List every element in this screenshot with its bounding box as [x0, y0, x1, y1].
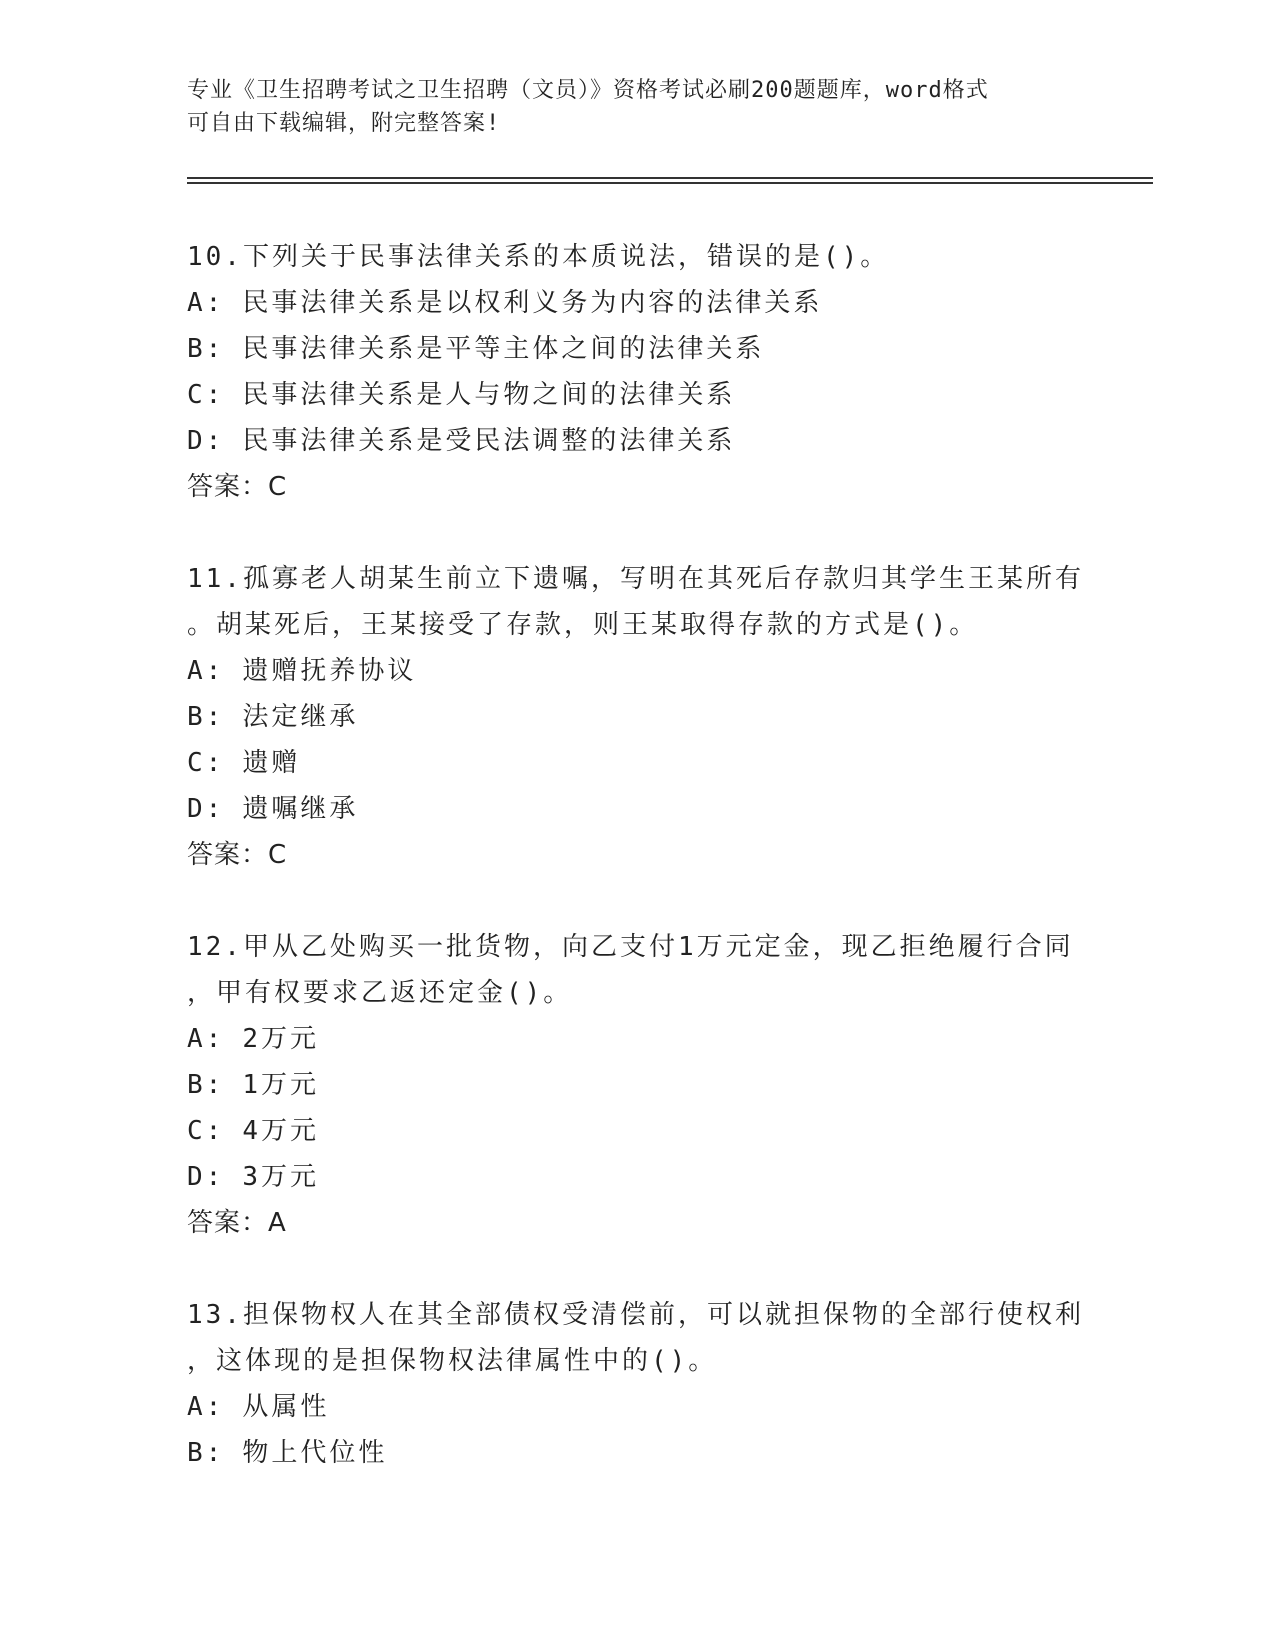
question-stem-line-1: 13.担保物权人在其全部债权受清偿前，可以就担保物的全部行使权利 [187, 1300, 1084, 1330]
answer-line: 答案：A [187, 1208, 287, 1238]
option-a [187, 1384, 1087, 1430]
option-text: 民事法律关系是平等主体之间的法律关系 [242, 334, 765, 364]
option-b [187, 1062, 1087, 1108]
document-header [187, 74, 1067, 140]
option-label: B: [187, 1438, 225, 1468]
question-stem-line-1: 12.甲从乙处购买一批货物，向乙支付1万元定金，现乙拒绝履行合同 [187, 932, 1074, 962]
header-line-2: 可自由下载编辑，附完整答案! [187, 111, 501, 136]
option-c [187, 1108, 1087, 1154]
question-12 [187, 924, 1087, 1246]
option-c [187, 372, 1087, 418]
question-stem: 10.下列关于民事法律关系的本质说法，错误的是()。 [187, 242, 890, 272]
option-label: A: [187, 656, 225, 686]
option-text: 民事法律关系是受民法调整的法律关系 [242, 426, 736, 456]
question-stem-line-2: ，甲有权要求乙返还定金()。 [187, 978, 573, 1008]
option-b [187, 1430, 1087, 1476]
option-label: D: [187, 426, 225, 456]
option-text: 从属性 [242, 1392, 330, 1422]
option-label: B: [187, 702, 225, 732]
option-label: C: [187, 748, 225, 778]
option-text: 2万元 [242, 1024, 319, 1054]
question-11 [187, 556, 1087, 878]
answer-line: 答案：C [187, 472, 288, 502]
option-a [187, 648, 1087, 694]
option-d [187, 418, 1087, 464]
option-label: D: [187, 794, 225, 824]
option-c [187, 740, 1087, 786]
option-a [187, 280, 1087, 326]
header-line-1: 专业《卫生招聘考试之卫生招聘（文员）》资格考试必刷200题题库，word格式 [187, 78, 989, 103]
option-d [187, 1154, 1087, 1200]
option-text: 1万元 [242, 1070, 319, 1100]
question-stem-line-2: ，这体现的是担保物权法律属性中的()。 [187, 1346, 718, 1376]
answer-line: 答案：C [187, 840, 288, 870]
option-text: 遗赠抚养协议 [242, 656, 417, 686]
option-label: A: [187, 288, 225, 318]
option-label: D: [187, 1162, 225, 1192]
option-label: A: [187, 1392, 225, 1422]
option-label: A: [187, 1024, 225, 1054]
option-text: 物上代位性 [242, 1438, 388, 1468]
question-13 [187, 1292, 1087, 1476]
header-divider-bottom [187, 182, 1153, 184]
option-label: B: [187, 334, 225, 364]
question-stem-line-1: 11.孤寡老人胡某生前立下遗嘱，写明在其死后存款归其学生王某所有 [187, 564, 1084, 594]
option-text: 4万元 [242, 1116, 319, 1146]
question-10 [187, 234, 1087, 510]
option-label: C: [187, 1116, 225, 1146]
option-b [187, 326, 1087, 372]
header-divider-top [187, 177, 1153, 179]
option-text: 法定继承 [242, 702, 359, 732]
option-label: C: [187, 380, 225, 410]
option-b [187, 694, 1087, 740]
option-label: B: [187, 1070, 225, 1100]
option-text: 民事法律关系是以权利义务为内容的法律关系 [242, 288, 823, 318]
option-text: 遗嘱继承 [242, 794, 359, 824]
option-text: 民事法律关系是人与物之间的法律关系 [242, 380, 736, 410]
option-a [187, 1016, 1087, 1062]
option-text: 遗赠 [242, 748, 301, 778]
question-list [187, 234, 1087, 1522]
option-text: 3万元 [242, 1162, 319, 1192]
question-stem-line-2: 。胡某死后，王某接受了存款，则王某取得存款的方式是()。 [187, 610, 979, 640]
option-d [187, 786, 1087, 832]
